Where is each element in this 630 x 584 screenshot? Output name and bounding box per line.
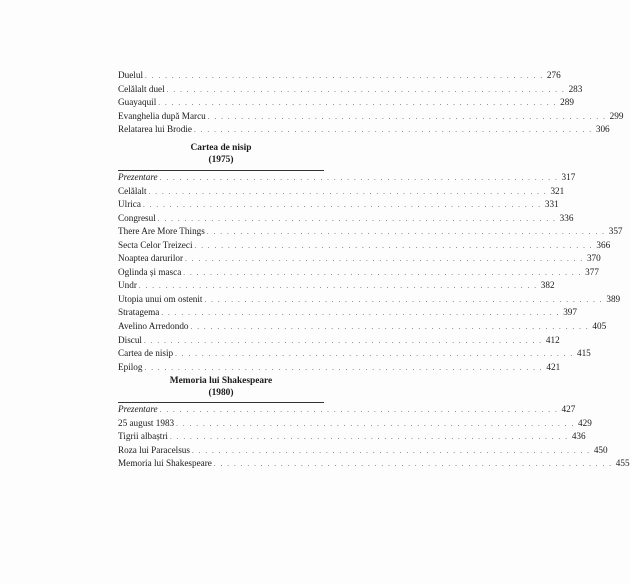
toc-entry-page-number: 317: [561, 172, 576, 182]
toc-entry-page-number: 370: [586, 253, 601, 264]
toc-entry-page-number: 357: [608, 226, 623, 237]
dot-leader: . . . . . . . . . . . . . . . . . . . . . . . . . . . . . . . . . . . . . . . . . . . . . . . . . . . . . . . . . . . .: [144, 336, 543, 345]
toc-entry-page-number: 283: [568, 83, 583, 94]
dot-leader: . . . . . . . . . . . . . . . . . . . . . . . . . . . . . . . . . . . . . . . . . . . . . . . . . . . . . . . . . . . .: [161, 309, 560, 318]
toc-entry: [118, 279, 555, 293]
toc-entry-title: Duelul: [118, 70, 144, 80]
toc-entry-page-number: 450: [593, 444, 608, 455]
toc-entry: [118, 110, 624, 124]
dot-leader: . . . . . . . . . . . . . . . . . . . . . . . . . . . . . . . . . . . . . . . . . . . . . . . . . . . . . . . . . . . .: [185, 255, 584, 264]
section-title: Cartea de nisip: [190, 143, 252, 153]
toc-entry-title: Noaptea darurilor: [118, 253, 184, 264]
toc-entry-page-number: 429: [578, 417, 592, 428]
toc-entry: [118, 171, 576, 185]
toc-entry: [118, 403, 576, 417]
toc-entry-title: Prezentare: [118, 404, 158, 414]
dot-leader: . . . . . . . . . . . . . . . . . . . . . . . . . . . . . . . . . . . . . . . . . . . . . . . . . . . . . . . . . . . .: [159, 406, 559, 414]
toc-entry: [118, 306, 577, 320]
dot-leader: . . . . . . . . . . . . . . . . . . . . . . . . . . . . . . . . . . . . . . . . . . . . . . . . . . . . . . . . . . . .: [145, 72, 544, 80]
toc-entry-page-number: 455: [615, 458, 630, 469]
dot-leader: . . . . . . . . . . . . . . . . . . . . . . . . . . . . . . . . . . . . . . . . . . . . . . . . . . . . . . . . . . . .: [176, 419, 575, 428]
toc-entry-title: Congresul: [118, 212, 156, 223]
toc-entry-page-number: 415: [576, 348, 591, 359]
toc-entry-title: Oglinda și masca: [118, 266, 182, 277]
toc-entry-title: Secta Celor Treizeci: [118, 239, 193, 250]
toc-entry-title: Guayaquil: [118, 97, 157, 108]
toc-entry-page-number: 299: [609, 110, 624, 121]
toc-entry: [118, 252, 601, 266]
toc-entry-title: Utopia unui om ostenit: [118, 293, 203, 304]
dot-leader: . . . . . . . . . . . . . . . . . . . . . . . . . . . . . . . . . . . . . . . . . . . . . . . . . . . . . . . . . . . .: [213, 460, 613, 469]
toc-entry-page-number: 389: [606, 293, 621, 304]
dot-leader: . . . . . . . . . . . . . . . . . . . . . . . . . . . . . . . . . . . . . . . . . . . . . . . . . . . . . . . . . . . .: [158, 99, 557, 108]
toc-entry-page-number: 427: [561, 404, 576, 414]
section-year: (1975): [208, 154, 234, 165]
toc-entry-page-number: 421: [546, 361, 561, 372]
toc-entry: [118, 83, 583, 97]
toc-entry: [118, 430, 586, 444]
toc-entry-page-number: 377: [585, 266, 599, 277]
toc-entry-title: Roza lui Paracelsus: [118, 444, 190, 455]
dot-leader: . . . . . . . . . . . . . . . . . . . . . . . . . . . . . . . . . . . . . . . . . . . . . . . . . . . . . . . . . . . .: [193, 126, 593, 135]
toc-entry: [118, 239, 611, 253]
dot-leader: . . . . . . . . . . . . . . . . . . . . . . . . . . . . . . . . . . . . . . . . . . . . . . . . . . . . . . . . . . . .: [166, 85, 566, 94]
toc-section-list: [118, 403, 630, 471]
toc-entry-page-number: 321: [550, 185, 565, 196]
toc-entry: [118, 212, 574, 226]
toc-entry: [118, 185, 565, 199]
toc-entry-page-number: 412: [545, 334, 560, 345]
dot-leader: . . . . . . . . . . . . . . . . . . . . . . . . . . . . . . . . . . . . . . . . . . . . . . . . . . . . . . . . . . . .: [204, 295, 604, 304]
toc-entry-title: Avelino Arredondo: [118, 321, 189, 332]
dot-leader: . . . . . . . . . . . . . . . . . . . . . . . . . . . . . . . . . . . . . . . . . . . . . . . . . . . . . . . . . . . .: [169, 433, 569, 442]
toc-entry-page-number: 397: [563, 307, 577, 318]
toc-entry-title: Discul: [118, 334, 142, 345]
toc-top-list: [118, 69, 624, 137]
toc-entry: [118, 198, 559, 212]
dot-leader: . . . . . . . . . . . . . . . . . . . . . . . . . . . . . . . . . . . . . . . . . . . . . . . . . . . . . . . . . . . .: [138, 282, 538, 291]
toc-entry-page-number: 336: [559, 212, 574, 223]
toc-entry: [118, 457, 630, 471]
toc-entry-title: Memoria lui Shakespeare: [118, 458, 212, 469]
toc-entry-page-number: 366: [596, 239, 611, 250]
dot-leader: . . . . . . . . . . . . . . . . . . . . . . . . . . . . . . . . . . . . . . . . . . . . . . . . . . . . . . . . . . . .: [157, 214, 557, 223]
toc-entry: [118, 444, 608, 458]
toc-entry-page-number: 306: [595, 124, 610, 135]
dot-leader: . . . . . . . . . . . . . . . . . . . . . . . . . . . . . . . . . . . . . . . . . . . . . . . . . . . . . . . . . . . .: [207, 112, 607, 121]
toc-entry: [118, 320, 607, 334]
toc-entry: [118, 266, 599, 280]
toc-entry-page-number: 331: [544, 199, 559, 210]
toc-entry-page-number: 276: [546, 70, 561, 80]
toc-entry-title: 25 august 1983: [118, 417, 175, 428]
toc-entry-title: Evanghelia după Marcu: [118, 110, 206, 121]
toc-entry: [118, 96, 574, 110]
section-heading-memoria-lui-shakespeare: [118, 376, 324, 399]
section-heading-cartea-de-nisip: [118, 143, 324, 166]
toc-entry: [118, 361, 561, 375]
dot-leader: . . . . . . . . . . . . . . . . . . . . . . . . . . . . . . . . . . . . . . . . . . . . . . . . . . . . . . . . . . . .: [206, 228, 606, 237]
toc-entry-title: Epilog: [118, 361, 143, 372]
toc-entry: [118, 69, 561, 83]
toc-entry-title: Cartea de nisip: [118, 348, 174, 359]
toc-entry: [118, 334, 560, 348]
toc-entry: [118, 293, 621, 307]
toc-entry-title: Undr: [118, 280, 137, 291]
dot-leader: . . . . . . . . . . . . . . . . . . . . . . . . . . . . . . . . . . . . . . . . . . . . . . . . . . . . . . . . . . . .: [191, 446, 591, 455]
toc-entry-title: Prezentare: [118, 172, 158, 182]
dot-leader: . . . . . . . . . . . . . . . . . . . . . . . . . . . . . . . . . . . . . . . . . . . . . . . . . . . . . . . . . . . .: [194, 241, 594, 250]
toc-entry-page-number: 405: [592, 321, 607, 332]
dot-leader: . . . . . . . . . . . . . . . . . . . . . . . . . . . . . . . . . . . . . . . . . . . . . . . . . . . . . . . . . . . .: [159, 174, 559, 182]
toc-section-list: [118, 171, 623, 374]
dot-leader: . . . . . . . . . . . . . . . . . . . . . . . . . . . . . . . . . . . . . . . . . . . . . . . . . . . . . . . . . . . .: [142, 201, 542, 210]
toc-entry-title: Relatarea lui Brodie: [118, 124, 192, 135]
toc-entry-title: Celălalt duel: [118, 83, 165, 94]
section-year: (1980): [208, 387, 234, 398]
toc-entry-page-number: 382: [540, 280, 555, 291]
toc-entry-title: Celălalt: [118, 185, 147, 196]
section-title: Memoria lui Shakespeare: [169, 376, 273, 386]
toc-entry: [118, 417, 592, 431]
dot-leader: . . . . . . . . . . . . . . . . . . . . . . . . . . . . . . . . . . . . . . . . . . . . . . . . . . . . . . . . . . . .: [175, 350, 574, 359]
toc-entry: [118, 225, 623, 239]
toc-entry-title: Tigrii albaștri: [118, 431, 168, 442]
toc-entry-page-number: 289: [560, 97, 574, 108]
toc-entry: [118, 123, 610, 137]
toc-entry-title: Stratagema: [118, 307, 160, 318]
dot-leader: . . . . . . . . . . . . . . . . . . . . . . . . . . . . . . . . . . . . . . . . . . . . . . . . . . . . . . . . . . . .: [144, 363, 544, 372]
toc-entry: [118, 347, 591, 361]
dot-leader: . . . . . . . . . . . . . . . . . . . . . . . . . . . . . . . . . . . . . . . . . . . . . . . . . . . . . . . . . . . .: [148, 187, 548, 196]
toc-entry-title: Ulrica: [118, 199, 141, 210]
toc-entry-title: There Are More Things: [118, 226, 205, 237]
dot-leader: . . . . . . . . . . . . . . . . . . . . . . . . . . . . . . . . . . . . . . . . . . . . . . . . . . . . . . . . . . . .: [183, 268, 582, 277]
dot-leader: . . . . . . . . . . . . . . . . . . . . . . . . . . . . . . . . . . . . . . . . . . . . . . . . . . . . . . . . . . . .: [190, 323, 590, 332]
toc-entry-page-number: 436: [571, 431, 586, 442]
